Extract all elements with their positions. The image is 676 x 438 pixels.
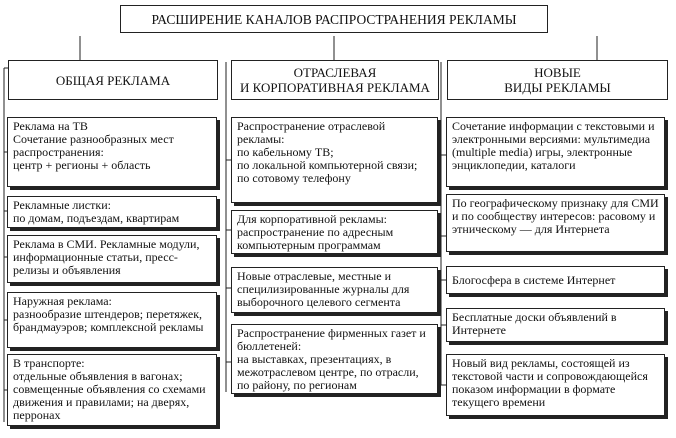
box-flyers: Рекламные листки: по домам, подъездам, квартирам <box>7 196 217 228</box>
box-outdoor-advertising: Наружная реклама: разнообразие штендеров; перетяжек, брандмауэров; комплексной рекламы <box>7 292 217 348</box>
box-transport-advertising: В транспорте: отдельные объявления в вагонах; совмещенные объявления со схемами движения и правилами; на дверях, перронах <box>7 354 217 426</box>
box-free-classifieds: Бесплатные доски объявлений в Интернете <box>446 308 665 342</box>
box-specialized-journals: Новые отраслевые, местные и специлизированные журналы для выборочного целевого сегмента <box>231 267 438 313</box>
header-new-advertising-types: НОВЫЕ ВИДЫ РЕКЛАМЫ <box>447 60 668 100</box>
box-industry-distribution: Распространение отраслевой рекламы: по кабельному ТВ; по локальной компьютерной связи; по сотовому телефону <box>231 117 438 203</box>
box-multimedia: Сочетание информации с текстовыми и электронными версиями: мультимедиа (multiple media) игры, электронные энциклопедии, каталоги <box>446 117 665 187</box>
box-corporate-advertising: Для корпоративной рекламы: распространение по адресным компьютерным программам <box>231 210 438 254</box>
box-blogosphere: Блогосфера в системе Интернет <box>446 266 665 294</box>
box-corporate-newspapers: Распространение фирменных газет и бюллетеней: на выставках, презентациях, в межотраслевом центре, по отрасли, по району, по регионам <box>231 324 438 394</box>
box-geographic-targeting: По географическому признаку для СМИ и по сообществу интересов: расовому и этническому — для Интернета <box>446 194 665 252</box>
box-media-advertising: Реклама в СМИ. Рекламные модули, информационные статьи, пресс-релизы и объявления <box>7 235 217 283</box>
header-general-advertising: ОБЩАЯ РЕКЛАМА <box>8 60 218 100</box>
header-industry-corporate-advertising: ОТРАСЛЕВАЯ И КОРПОРАТИВНАЯ РЕКЛАМА <box>231 60 439 100</box>
box-realtime-advertising: Новый вид рекламы, состоящей из текстовой части и сопровождающейся показом информации в формате текущего времени <box>446 354 665 416</box>
box-tv-advertising: Реклама на ТВ Сочетание разнообразных мест распространения: центр + регионы + область <box>7 117 217 187</box>
diagram-title: РАСШИРЕНИЕ КАНАЛОВ РАСПРОСТРАНЕНИЯ РЕКЛАМЫ <box>120 5 548 33</box>
